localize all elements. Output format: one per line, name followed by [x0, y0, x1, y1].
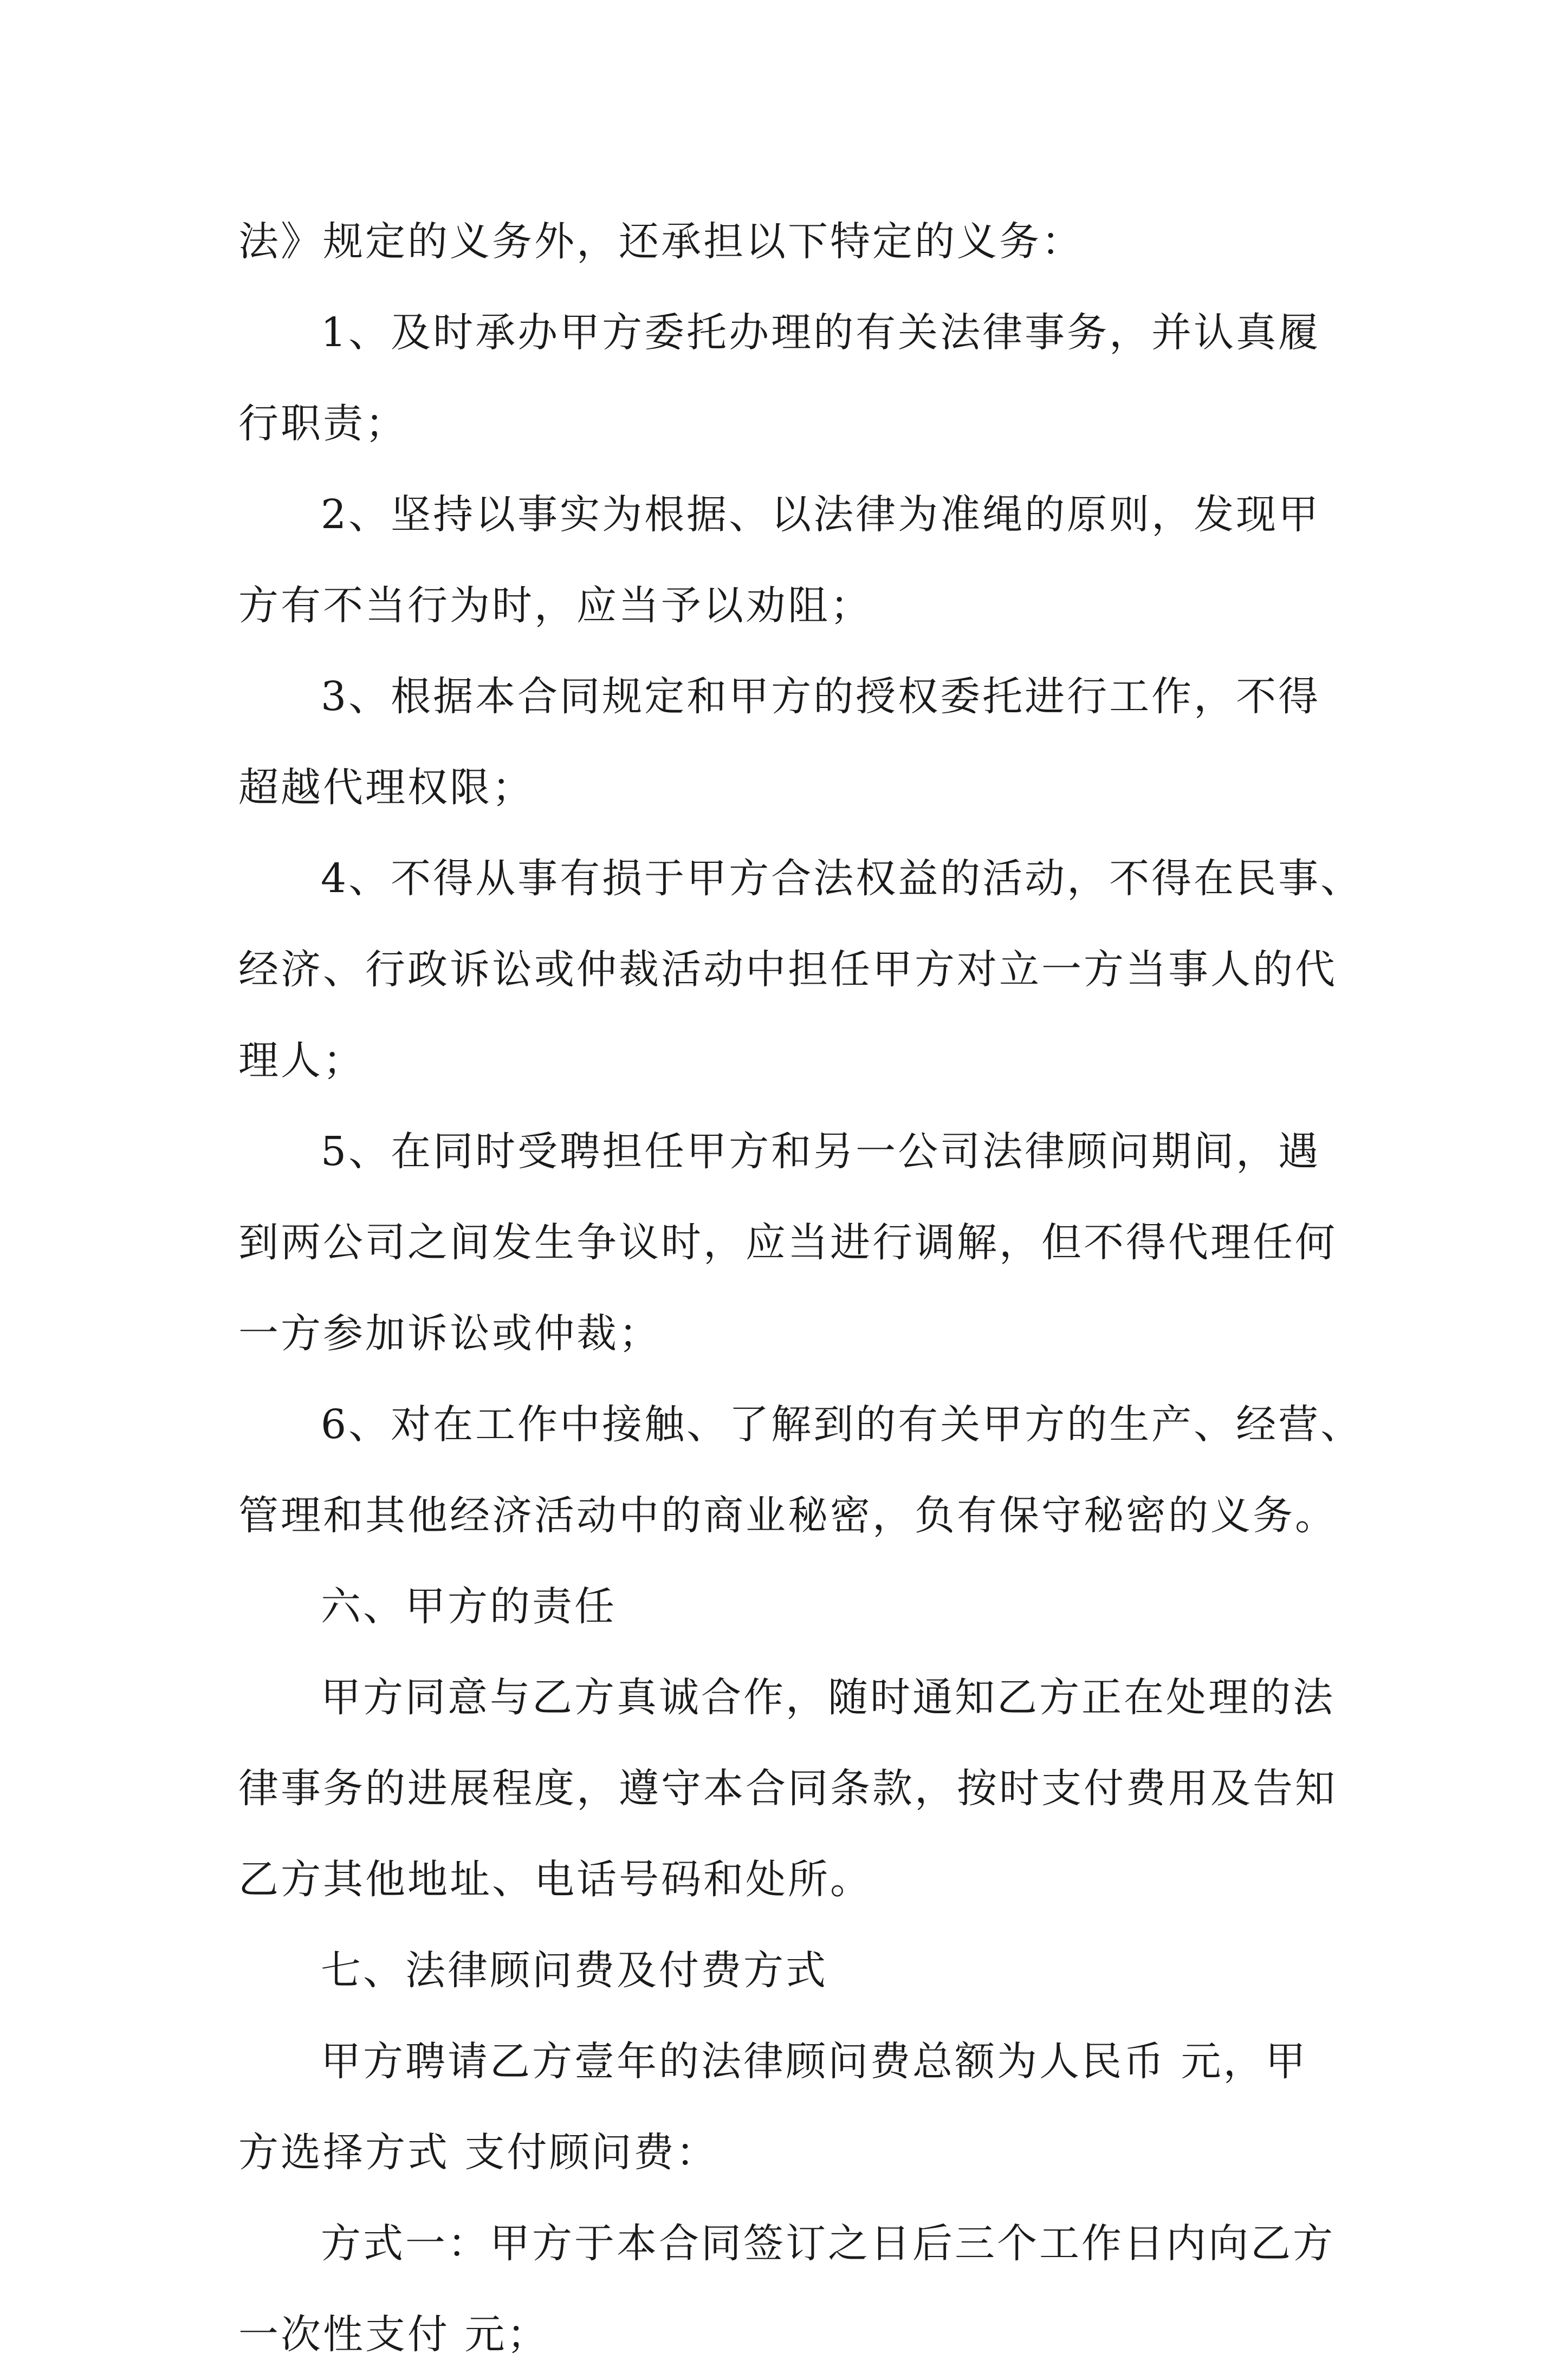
text-line: 乙方其他地址、电话号码和处所。 [238, 1856, 872, 1903]
text-line: 超越代理权限； [238, 764, 534, 811]
text-line: 一次性支付 元； [238, 2311, 549, 2358]
text-line: 理人； [238, 1037, 365, 1084]
text-line: 5、在同时受聘担任甲方和另一公司法律顾问期间，遇 [321, 1128, 1321, 1175]
text-line: 行职责； [238, 400, 407, 447]
section-heading: 六、甲方的责任 [321, 1583, 617, 1630]
text-line: 3、根据本合同规定和甲方的授权委托进行工作，不得 [321, 673, 1321, 720]
paragraph-obligation-1 [238, 287, 1333, 469]
section-heading-fees [238, 1925, 1333, 2016]
paragraph-party-a-responsibility [238, 1652, 1337, 1925]
document-body [238, 196, 1363, 2380]
paragraph-payment-method-1 [238, 2198, 1333, 2380]
text-line: 6、对在工作中接触、了解到的有关甲方的生产、经营、 [321, 1401, 1363, 1448]
paragraph-obligation-3 [238, 651, 1333, 833]
text-line: 4、不得从事有损于甲方合法权益的活动，不得在民事、 [321, 855, 1363, 902]
text-line: 1、及时承办甲方委托办理的有关法律事务，并认真履 [321, 309, 1321, 356]
paragraph-obligation-5 [238, 1106, 1337, 1379]
paragraph-obligation-2 [238, 469, 1333, 651]
text-line: 方有不当行为时，应当予以劝阻； [238, 582, 872, 629]
section-heading: 七、法律顾问费及付费方式 [321, 1947, 828, 1994]
text-line: 到两公司之间发生争议时，应当进行调解，但不得代理任何 [238, 1219, 1337, 1266]
text-line: 方式一：甲方于本合同签订之日后三个工作日内向乙方 [321, 2220, 1335, 2267]
text-line: 一方参加诉讼或仲裁； [238, 1310, 661, 1357]
text-line: 法》规定的义务外，还承担以下特定的义务： [238, 218, 1084, 265]
paragraph-obligation-6 [238, 1379, 1363, 1561]
text-line: 甲方同意与乙方真诚合作，随时通知乙方正在处理的法 [321, 1674, 1335, 1721]
paragraph-fee-total [238, 2016, 1333, 2198]
text-line: 甲方聘请乙方壹年的法律顾问费总额为人民币 元，甲 [321, 2038, 1308, 2085]
text-line: 方选择方式 支付顾问费： [238, 2129, 718, 2176]
paragraph-obligation-4 [238, 833, 1363, 1106]
text-line: 管理和其他经济活动中的商业秘密，负有保守秘密的义务。 [238, 1492, 1337, 1539]
text-line: 经济、行政诉讼或仲裁活动中担任甲方对立一方当事人的代 [238, 946, 1337, 993]
section-heading-party-a-responsibility [238, 1561, 1333, 1652]
text-line: 2、坚持以事实为根据、以法律为准绳的原则，发现甲 [321, 491, 1321, 538]
text-line: 律事务的进展程度，遵守本合同条款，按时支付费用及告知 [238, 1765, 1337, 1812]
paragraph-obligations-intro [238, 196, 1333, 287]
